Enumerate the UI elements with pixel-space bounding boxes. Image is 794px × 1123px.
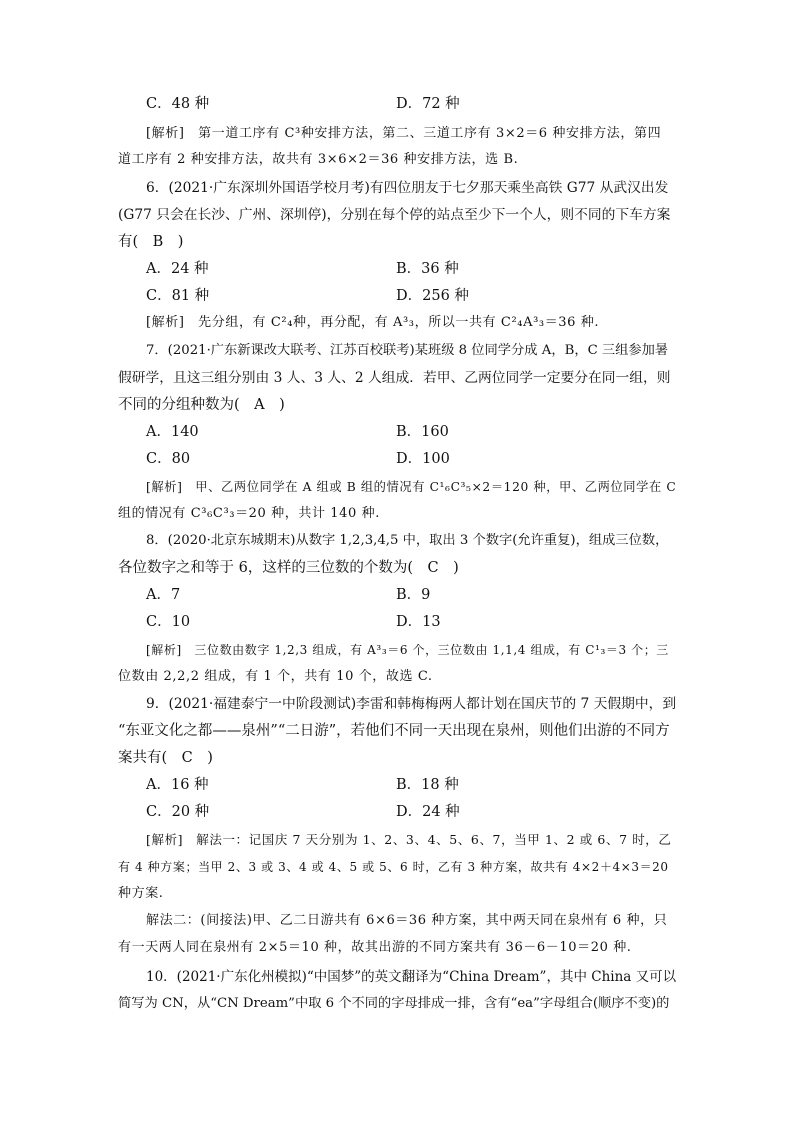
q8-option-c: C．10 <box>146 614 191 630</box>
q8-option-d: D．13 <box>396 614 441 630</box>
q5-analysis-line-1: [解析] 第一道工序有 C³种安排方法，第二、三道工序有 3×2＝6 种安排方法，第四 <box>146 126 662 141</box>
q10-stem-line-1: 10．(2021·广东化州模拟)“中国梦”的英文翻译为“China Dream”，其中 China 又可以 <box>146 969 677 985</box>
q7-option-c: C．80 <box>146 451 191 467</box>
q8-analysis-line-2: 位数由 2,2,2 组成，有 1 个，共有 10 个，故选 C. <box>118 669 433 684</box>
q8-analysis-line-1: [解析] 三位数由数字 1,2,3 组成，有 A³₃＝6 个，三位数由 1,1,4 组成，有 C¹₃＝3 个；三 <box>146 643 669 657</box>
q9-stem-line-1: 9．(2021·福建泰宁一中阶段测试)李雷和韩梅梅两人都计划在国庆节的 7 天假期中，到 <box>146 696 677 712</box>
q6-option-c: C．81 种 <box>146 288 210 304</box>
q5-option-d: D．72 种 <box>396 96 460 112</box>
q6-option-a: A．24 种 <box>146 261 209 277</box>
q7-option-d: D．100 <box>396 451 450 467</box>
q5-option-c: C．48 种 <box>146 96 210 112</box>
q9-option-c: C．20 种 <box>146 804 210 820</box>
q9-stem-line-3: 案共有( C ) <box>118 750 213 766</box>
q9-option-d: D．24 种 <box>396 804 460 820</box>
q9-stem-line-2: “东亚文化之都——泉州”“二日游”，若他们不同一天出现在泉州，则他们出游的不同方 <box>118 723 670 739</box>
q6-option-b: B．36 种 <box>396 261 459 277</box>
q7-stem-line-2: 假研学，且这三组分别由 3 人、3 人、2 人组成．若甲、乙两位同学一定要分在同一组，则 <box>118 370 671 386</box>
q9-option-a: A．16 种 <box>146 777 209 793</box>
q9-analysis-line-5: 有一天两人同在泉州有 2×5＝10 种，故其出游的不同方案共有 36－6－10＝20 种. <box>118 940 632 955</box>
q7-option-b: B．160 <box>396 424 449 440</box>
q9-analysis-line-3: 种方案. <box>118 886 164 901</box>
q8-option-a: A．7 <box>146 587 181 603</box>
q9-option-b: B．18 种 <box>396 777 459 793</box>
q10-stem-line-2: 简写为 CN，从“CN Dream”中取 6 个不同的字母排成一排，含有“ea”字母组合(顺序不变)的 <box>118 996 670 1011</box>
q6-option-d: D．256 种 <box>396 288 469 304</box>
q5-analysis-line-2: 道工序有 2 种安排方法，故共有 3×6×2＝36 种安排方法，选 B. <box>118 152 519 167</box>
q7-stem-line-1: 7．(2021·广东新课改大联考、江苏百校联考)某班级 8 位同学分成 A，B，C 三组参加暑 <box>146 343 669 358</box>
q7-analysis-line-2: 组的情况有 C³₆C³₃＝20 种，共计 140 种. <box>118 506 380 521</box>
q9-analysis-line-2: 有 4 种方案；当甲 2、3 或 3、4 或 4、5 或 5、6 时，乙有 3 种方案，故共有 4×2＋4×3＝20 <box>118 860 669 874</box>
q6-stem-line-1: 6．(2021·广东深圳外国语学校月考)有四位朋友于七夕那天乘坐高铁 G77 从武汉出发 <box>146 180 669 196</box>
q7-option-a: A．140 <box>146 424 199 440</box>
q6-stem-line-2: (G77 只会在长沙、广州、深圳停)，分别在每个停的站点至少下一个人，则不同的下车方案 <box>118 207 671 223</box>
q7-analysis-line-1: [解析] 甲、乙两位同学在 A 组或 B 组的情况有 C¹₆C³₅×2＝120 种，甲、乙两位同学在 C <box>146 480 677 494</box>
q8-stem-line-2: 各位数字之和等于 6，这样的三位数的个数为( C ) <box>118 560 459 576</box>
q9-analysis-line-4: 解法二：(间接法)甲、乙二日游共有 6×6＝36 种方案，其中两天同在泉州有 6 种，只 <box>146 913 668 928</box>
q8-option-b: B．9 <box>396 587 431 603</box>
q7-stem-line-3: 不同的分组种数为( A ) <box>118 397 285 413</box>
q9-analysis-line-1: [解析] 解法一：记国庆 7 天分别为 1、2、3、4、5、6、7，当甲 1、2 或 6、7 时，乙 <box>146 832 672 847</box>
q8-stem-line-1: 8．(2020·北京东城期末)从数字 1,2,3,4,5 中，取出 3 个数字(允许重复)，组成三位数， <box>146 533 669 548</box>
q6-stem-line-3: 有( B ) <box>118 234 184 250</box>
q6-analysis-line-1: [解析] 先分组，有 C²₄种，再分配，有 A³₃，所以一共有 C²₄A³₃＝36 种. <box>146 315 600 330</box>
